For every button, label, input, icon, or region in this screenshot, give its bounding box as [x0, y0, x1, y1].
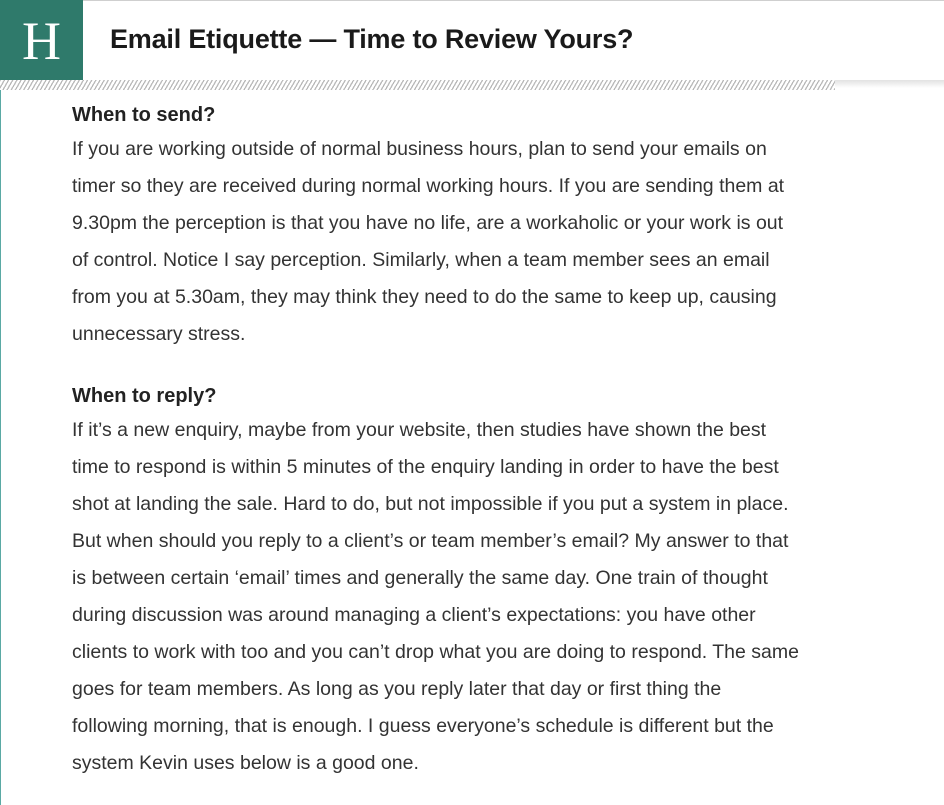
- paragraph-line: 9.30pm the perception is that you have no life, are a workaholic or your work is out: [72, 212, 784, 234]
- logo-letter: H: [22, 11, 61, 71]
- section-paragraph: [72, 412, 934, 782]
- paragraph-line: time to respond is within 5 minutes of the enquiry landing in order to have the best: [72, 456, 779, 478]
- site-logo[interactable]: [0, 0, 83, 80]
- paragraph-line: goes for team members. As long as you reply later that day or first thing the: [72, 678, 722, 700]
- paragraph-line: from you at 5.30am, they may think they need to do the same to keep up, causing: [72, 286, 777, 308]
- paragraph-line: timer so they are received during normal working hours. If you are sending them at: [72, 175, 785, 197]
- paragraph-line: following morning, that is enough. I guess everyone’s schedule is different but the: [72, 715, 774, 737]
- section-heading: When to reply?: [72, 385, 217, 407]
- paragraph-line: unnecessary stress.: [72, 323, 246, 345]
- article-title: Email Etiquette — Time to Review Yours?: [110, 24, 634, 54]
- paragraph-line: clients to work with too and you can’t drop what you are doing to respond. The same: [72, 641, 799, 663]
- section-heading: When to send?: [72, 104, 216, 126]
- section-when-to-reply: [72, 380, 934, 782]
- paragraph-line: of control. Notice I say perception. Similarly, when a team member sees an email: [72, 249, 770, 271]
- paragraph-line: shot at landing the sale. Hard to do, but not impossible if you put a system in place.: [72, 493, 789, 515]
- section-when-to-send: [72, 99, 934, 353]
- paragraph-line: is between certain ‘email’ times and generally the same day. One train of thought: [72, 567, 768, 589]
- section-spacer: [72, 353, 934, 380]
- paragraph-line: But when should you reply to a client’s or team member’s email? My answer to that: [72, 530, 789, 552]
- section-paragraph: [72, 131, 934, 353]
- header-divider: [0, 80, 835, 90]
- article-body: [72, 99, 934, 782]
- paragraph-line: system Kevin uses below is a good one.: [72, 752, 419, 774]
- paragraph-line: If it’s a new enquiry, maybe from your website, then studies have shown the best: [72, 419, 767, 441]
- paragraph-line: If you are working outside of normal business hours, plan to send your emails on: [72, 138, 767, 160]
- paragraph-line: during discussion was around managing a client’s expectations: you have other: [72, 604, 756, 626]
